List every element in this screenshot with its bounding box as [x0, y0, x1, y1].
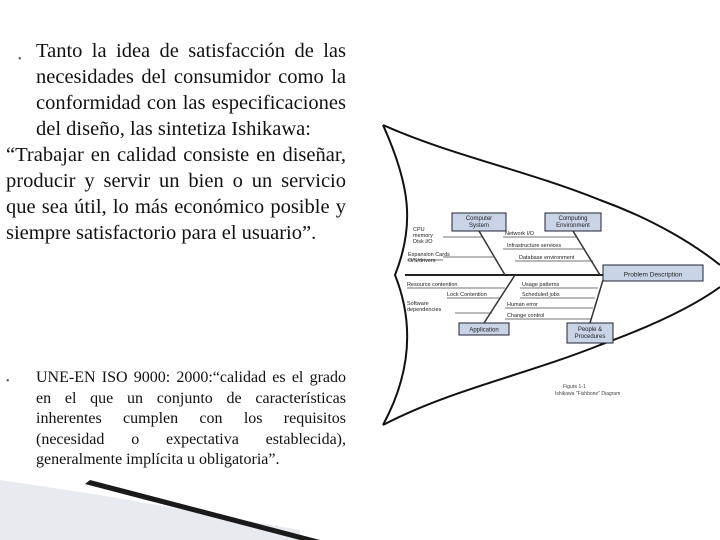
infrastructure-services-label: Infrastructure services [507, 243, 562, 249]
figure-caption: Ishikawa "Fishbone" Diagram [555, 391, 621, 397]
application-label: Application [469, 327, 499, 334]
ishikawa-quote: “Trabajar en calidad consiste en diseñar, producir y servir un bien o un servicio que sea útil, lo más económico posible y siempre satisfactorio para el usuario”. [6, 144, 346, 244]
decorative-streak [0, 440, 720, 540]
bullet-icon: • [6, 376, 10, 387]
lock-contention-label: Lock Contention [447, 292, 487, 298]
paragraph-1 [6, 38, 346, 246]
people-procedures-label: People & Procedures [574, 327, 606, 340]
iso-definition: UNE-EN ISO 9000: 2000:“calidad es el grado en el que un conjunto de características inherentes cumplen con los requisitos (necesidad o expectativa establecida), generalmente implícita u obligatoria”. [36, 369, 346, 469]
cpu-memory-label: CPU memory Disk I/O [413, 227, 433, 245]
computing-environment-label: Computing Environment [556, 216, 590, 229]
paragraph-1-intro: Tanto la idea de satisfacción de las necesidades del consumidor como la conformidad con las especificaciones del diseño, las sintetiza Ishikawa: [36, 40, 346, 140]
change-control-label: Change control [507, 313, 545, 319]
fish-tail [383, 125, 407, 425]
resource-contention-label: Resource contention [407, 282, 458, 288]
people-procedures-box [567, 323, 613, 343]
scheduled-jobs-label: Scheduled jobs [522, 292, 560, 298]
network-io-label: Network I/O [505, 231, 535, 237]
computer-system-label: Computer System [465, 216, 493, 229]
bullet-icon: • [18, 54, 22, 65]
figure-number: Figure 1-1 [563, 384, 586, 390]
problem-description-label: Problem Description [623, 271, 683, 279]
expansion-cards-label: Expansion Cards O/S/drivers [408, 252, 450, 264]
software-dependencies-label: Software dependencies [407, 301, 442, 313]
human-error-label: Human error [507, 302, 538, 308]
usage-patterns-label: Usage patterns [522, 282, 560, 288]
database-environment-label: Database environment [519, 255, 575, 261]
